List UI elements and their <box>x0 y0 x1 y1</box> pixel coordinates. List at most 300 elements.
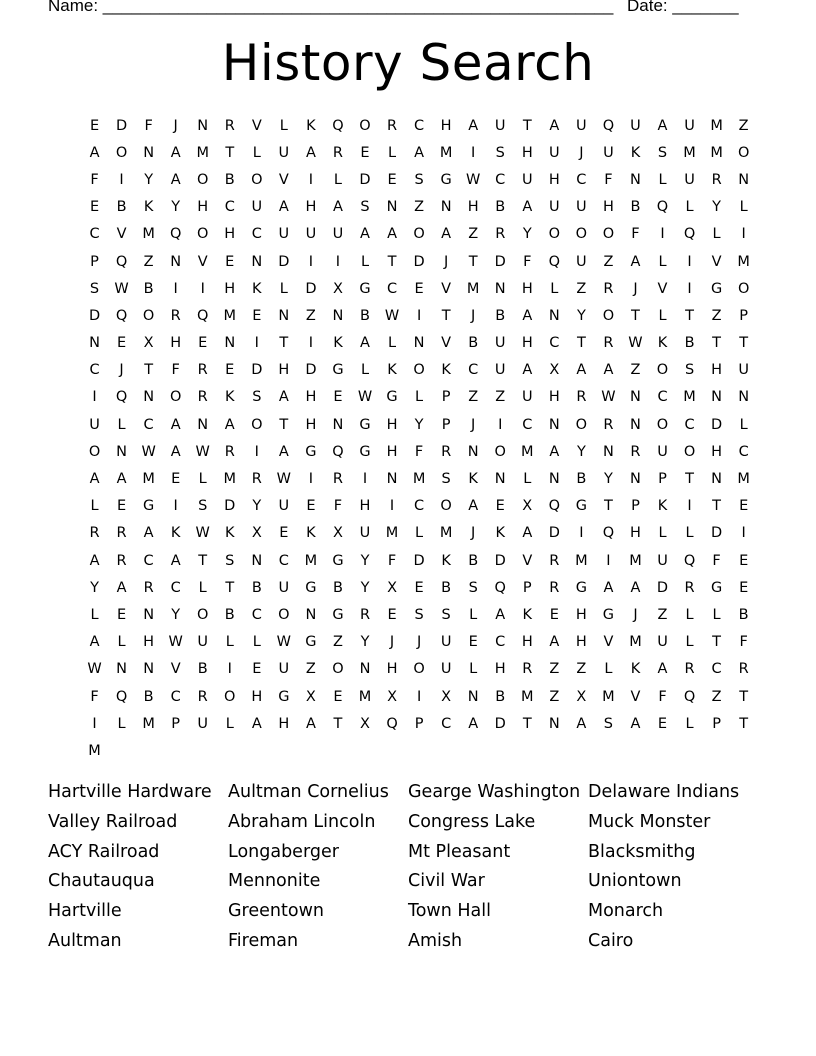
grid-letter[interactable]: P <box>441 389 451 406</box>
grid-letter[interactable]: Q <box>602 525 615 542</box>
grid-letter[interactable]: C <box>414 117 425 134</box>
grid-letter[interactable]: M <box>142 471 155 488</box>
grid-letter[interactable]: L <box>685 715 694 732</box>
grid-letter[interactable]: C <box>89 362 100 379</box>
grid-letter[interactable]: H <box>602 199 614 216</box>
grid-letter[interactable]: N <box>116 443 127 460</box>
grid-letter[interactable]: P <box>712 715 721 732</box>
grid-letter[interactable]: A <box>414 144 425 161</box>
grid-letter[interactable]: C <box>386 280 398 297</box>
grid-letter[interactable]: R <box>603 335 614 352</box>
grid-letter[interactable]: J <box>471 525 476 542</box>
grid-letter[interactable]: D <box>494 253 506 270</box>
grid-letter[interactable]: X <box>332 525 343 542</box>
grid-letter[interactable]: O <box>197 606 209 623</box>
grid-letter[interactable]: G <box>710 280 723 297</box>
grid-letter[interactable]: R <box>116 525 127 542</box>
grid-letter[interactable]: O <box>359 117 371 134</box>
grid-letter[interactable]: U <box>521 171 533 188</box>
grid-letter[interactable]: O <box>278 606 290 623</box>
grid-letter[interactable]: L <box>225 715 234 732</box>
grid-letter[interactable]: Q <box>683 226 696 243</box>
grid-letter[interactable]: N <box>386 471 398 488</box>
grid-letter[interactable]: H <box>711 443 723 460</box>
grid-letter[interactable]: D <box>359 171 371 188</box>
grid-letter[interactable]: B <box>468 552 479 569</box>
grid-letter[interactable]: N <box>630 416 641 433</box>
grid-letter[interactable]: O <box>413 226 425 243</box>
grid-letter[interactable]: H <box>548 171 560 188</box>
grid-letter[interactable]: T <box>522 117 532 134</box>
grid-letter[interactable]: R <box>549 552 560 569</box>
grid-letter[interactable]: T <box>603 498 613 515</box>
grid-letter[interactable]: V <box>441 335 452 352</box>
grid-letter[interactable]: F <box>631 226 640 243</box>
grid-letter[interactable]: D <box>305 280 317 297</box>
grid-letter[interactable]: A <box>278 199 289 216</box>
grid-letter[interactable]: A <box>657 117 668 134</box>
grid-letter[interactable]: N <box>386 199 398 216</box>
grid-letter[interactable]: B <box>332 579 343 596</box>
grid-letter[interactable]: C <box>143 552 154 569</box>
grid-letter[interactable]: A <box>116 471 127 488</box>
grid-letter[interactable]: N <box>143 144 155 161</box>
grid-letter[interactable]: B <box>495 199 506 216</box>
grid-letter[interactable]: M <box>196 144 209 161</box>
grid-letter[interactable]: A <box>657 661 668 678</box>
grid-letter[interactable]: M <box>521 688 534 705</box>
grid-letter[interactable]: W <box>276 471 292 488</box>
grid-letter[interactable]: D <box>115 117 128 134</box>
grid-letter[interactable]: A <box>224 416 235 433</box>
grid-letter[interactable]: D <box>494 715 506 732</box>
grid-letter[interactable]: J <box>119 362 124 379</box>
grid-letter[interactable]: A <box>89 144 100 161</box>
grid-letter[interactable]: N <box>197 117 209 134</box>
grid-letter[interactable]: O <box>413 661 425 678</box>
grid-letter[interactable]: R <box>143 579 154 596</box>
grid-letter[interactable]: N <box>116 661 127 678</box>
grid-letter[interactable]: Q <box>602 117 615 134</box>
grid-letter[interactable]: L <box>415 525 424 542</box>
grid-letter[interactable]: F <box>414 443 424 460</box>
grid-letter[interactable]: V <box>278 171 289 188</box>
grid-letter[interactable]: M <box>223 307 237 324</box>
grid-letter[interactable]: U <box>549 199 560 216</box>
grid-letter[interactable]: O <box>737 144 750 161</box>
grid-letter[interactable]: L <box>252 634 261 651</box>
grid-letter[interactable]: W <box>87 661 102 678</box>
grid-letter[interactable]: L <box>360 253 370 270</box>
grid-letter[interactable]: T <box>576 335 586 352</box>
grid-letter[interactable]: A <box>522 525 533 542</box>
grid-letter[interactable]: I <box>389 498 395 515</box>
grid-letter[interactable]: Y <box>360 552 370 569</box>
grid-letter[interactable]: L <box>90 606 99 623</box>
grid-letter[interactable]: L <box>685 634 694 651</box>
grid-letter[interactable]: P <box>739 307 749 324</box>
grid-letter[interactable]: E <box>279 525 289 542</box>
grid-letter[interactable]: J <box>633 280 638 297</box>
grid-letter[interactable]: Z <box>549 661 560 678</box>
grid-letter[interactable]: Z <box>414 199 425 216</box>
grid-letter[interactable]: V <box>657 280 668 297</box>
grid-letter[interactable]: E <box>387 171 397 188</box>
grid-letter[interactable]: D <box>548 525 560 542</box>
grid-letter[interactable]: W <box>357 389 373 406</box>
grid-letter[interactable]: U <box>630 117 641 134</box>
grid-letter[interactable]: L <box>415 389 424 406</box>
grid-letter[interactable]: O <box>169 389 182 406</box>
grid-letter[interactable]: D <box>413 253 425 270</box>
grid-letter[interactable]: M <box>304 552 318 569</box>
grid-letter[interactable]: I <box>498 416 503 433</box>
grid-letter[interactable]: N <box>494 280 506 297</box>
grid-letter[interactable]: F <box>171 362 180 379</box>
grid-letter[interactable]: Q <box>548 253 561 270</box>
grid-letter[interactable]: M <box>575 552 588 569</box>
grid-letter[interactable]: O <box>142 307 155 324</box>
grid-letter[interactable]: T <box>198 552 208 569</box>
grid-letter[interactable]: U <box>494 117 506 134</box>
grid-letter[interactable]: M <box>385 525 399 542</box>
grid-letter[interactable]: R <box>711 171 722 188</box>
grid-letter[interactable]: U <box>278 661 290 678</box>
grid-letter[interactable]: W <box>141 443 156 460</box>
grid-letter[interactable]: G <box>386 389 398 406</box>
grid-letter[interactable]: L <box>685 525 694 542</box>
grid-letter[interactable]: R <box>224 443 235 460</box>
grid-letter[interactable]: J <box>471 307 476 324</box>
grid-letter[interactable]: A <box>522 199 533 216</box>
grid-letter[interactable]: B <box>441 579 452 596</box>
grid-letter[interactable]: C <box>441 715 452 732</box>
grid-letter[interactable]: G <box>305 579 317 596</box>
grid-letter[interactable]: H <box>521 634 533 651</box>
grid-letter[interactable]: A <box>89 634 100 651</box>
grid-letter[interactable]: N <box>89 335 100 352</box>
grid-letter[interactable]: U <box>89 416 100 433</box>
grid-letter[interactable]: A <box>522 307 533 324</box>
grid-letter[interactable]: M <box>142 226 155 243</box>
grid-letter[interactable]: M <box>629 552 642 569</box>
grid-letter[interactable]: G <box>710 579 723 596</box>
grid-letter[interactable]: H <box>494 661 506 678</box>
grid-letter[interactable]: U <box>576 199 587 216</box>
grid-letter[interactable]: U <box>657 443 668 460</box>
grid-letter[interactable]: M <box>142 715 155 732</box>
grid-letter[interactable]: H <box>170 335 182 352</box>
grid-letter[interactable]: R <box>738 661 749 678</box>
grid-letter[interactable]: U <box>494 362 506 379</box>
grid-letter[interactable]: N <box>359 661 371 678</box>
grid-letter[interactable]: E <box>414 579 424 596</box>
grid-letter[interactable]: E <box>414 280 424 297</box>
grid-letter[interactable]: A <box>360 335 370 352</box>
grid-letter[interactable]: Z <box>657 606 668 623</box>
grid-letter[interactable]: R <box>684 661 695 678</box>
grid-letter[interactable]: M <box>521 443 534 460</box>
grid-letter[interactable]: T <box>712 335 722 352</box>
grid-letter[interactable]: G <box>440 171 452 188</box>
grid-letter[interactable]: N <box>332 307 344 324</box>
grid-letter[interactable]: M <box>223 471 237 488</box>
grid-letter[interactable]: A <box>170 443 181 460</box>
grid-letter[interactable]: R <box>197 688 208 705</box>
grid-letter[interactable]: T <box>333 715 343 732</box>
grid-letter[interactable]: W <box>195 525 210 542</box>
grid-letter[interactable]: T <box>739 335 749 352</box>
grid-letter[interactable]: H <box>305 416 317 433</box>
grid-letter[interactable]: L <box>550 280 559 297</box>
grid-letter[interactable]: N <box>224 335 236 352</box>
grid-letter[interactable]: V <box>630 688 641 705</box>
grid-letter[interactable]: A <box>332 199 343 216</box>
grid-letter[interactable]: L <box>469 606 478 623</box>
grid-letter[interactable]: N <box>630 389 641 406</box>
grid-letter[interactable]: U <box>359 525 371 542</box>
grid-letter[interactable]: J <box>443 253 449 270</box>
grid-letter[interactable]: Q <box>115 253 128 270</box>
grid-letter[interactable]: N <box>738 171 750 188</box>
grid-letter[interactable]: R <box>89 525 100 542</box>
grid-letter[interactable]: N <box>548 307 560 324</box>
grid-letter[interactable]: S <box>468 579 478 596</box>
grid-letter[interactable]: E <box>225 253 235 270</box>
grid-letter[interactable]: O <box>115 144 128 161</box>
grid-letter[interactable]: H <box>197 199 209 216</box>
grid-letter[interactable]: W <box>276 634 292 651</box>
grid-letter[interactable]: J <box>579 144 584 161</box>
grid-letter[interactable]: A <box>630 715 641 732</box>
grid-letter[interactable]: L <box>712 226 721 243</box>
grid-letter[interactable]: B <box>684 335 695 352</box>
grid-letter[interactable]: D <box>711 416 723 433</box>
grid-letter[interactable]: L <box>225 634 234 651</box>
grid-letter[interactable]: V <box>197 253 208 270</box>
grid-letter[interactable]: I <box>173 280 178 297</box>
grid-letter[interactable]: A <box>549 117 560 134</box>
grid-letter[interactable]: C <box>495 171 506 188</box>
grid-letter[interactable]: R <box>603 280 614 297</box>
grid-letter[interactable]: I <box>687 498 692 515</box>
grid-letter[interactable]: H <box>386 416 398 433</box>
grid-letter[interactable]: S <box>495 144 505 161</box>
grid-letter[interactable]: A <box>576 362 587 379</box>
grid-letter[interactable]: H <box>386 443 398 460</box>
grid-letter[interactable]: N <box>602 443 614 460</box>
grid-letter[interactable]: M <box>439 144 453 161</box>
grid-letter[interactable]: W <box>195 443 210 460</box>
grid-letter[interactable]: N <box>251 253 263 270</box>
grid-letter[interactable]: E <box>739 498 749 515</box>
grid-letter[interactable]: Y <box>603 471 613 488</box>
grid-letter[interactable]: D <box>656 579 669 596</box>
grid-letter[interactable]: M <box>602 688 615 705</box>
grid-letter[interactable]: M <box>629 634 642 651</box>
grid-letter[interactable]: M <box>439 525 453 542</box>
grid-letter[interactable]: V <box>711 253 722 270</box>
grid-letter[interactable]: G <box>305 634 317 651</box>
grid-letter[interactable]: O <box>440 498 452 515</box>
grid-letter[interactable]: A <box>170 552 181 569</box>
grid-letter[interactable]: U <box>278 144 290 161</box>
grid-letter[interactable]: H <box>251 688 263 705</box>
grid-letter[interactable]: N <box>413 335 425 352</box>
grid-letter[interactable]: H <box>575 634 587 651</box>
grid-letter[interactable]: D <box>305 362 317 379</box>
grid-letter[interactable]: V <box>170 661 181 678</box>
grid-letter[interactable]: U <box>684 171 695 188</box>
grid-letter[interactable]: E <box>739 552 749 569</box>
grid-letter[interactable]: C <box>657 389 668 406</box>
grid-letter[interactable]: T <box>225 579 235 596</box>
grid-letter[interactable]: I <box>173 498 178 515</box>
grid-letter[interactable]: H <box>278 715 290 732</box>
grid-letter[interactable]: C <box>143 416 154 433</box>
grid-letter[interactable]: K <box>630 144 641 161</box>
grid-letter[interactable]: I <box>92 389 97 406</box>
grid-letter[interactable]: L <box>685 606 694 623</box>
grid-letter[interactable]: S <box>657 144 668 161</box>
grid-letter[interactable]: O <box>656 362 669 379</box>
grid-letter[interactable]: Z <box>549 688 560 705</box>
grid-letter[interactable]: A <box>468 715 479 732</box>
grid-letter[interactable]: Z <box>738 117 749 134</box>
grid-letter[interactable]: Q <box>115 389 128 406</box>
grid-letter[interactable]: A <box>170 144 181 161</box>
grid-letter[interactable]: T <box>441 307 451 324</box>
grid-letter[interactable]: H <box>305 199 317 216</box>
grid-letter[interactable]: O <box>575 226 588 243</box>
grid-letter[interactable]: L <box>712 606 721 623</box>
grid-letter[interactable]: U <box>494 335 506 352</box>
grid-letter[interactable]: U <box>657 552 668 569</box>
grid-letter[interactable]: K <box>170 525 181 542</box>
grid-letter[interactable]: N <box>548 416 560 433</box>
grid-letter[interactable]: Z <box>495 389 506 406</box>
grid-letter[interactable]: K <box>306 117 316 134</box>
grid-letter[interactable]: T <box>712 634 722 651</box>
grid-letter[interactable]: X <box>360 715 370 732</box>
grid-letter[interactable]: L <box>252 144 261 161</box>
grid-letter[interactable]: R <box>224 117 235 134</box>
grid-letter[interactable]: C <box>522 416 533 433</box>
grid-letter[interactable]: Q <box>115 307 128 324</box>
grid-letter[interactable]: K <box>387 362 397 379</box>
grid-letter[interactable]: F <box>90 171 99 188</box>
grid-letter[interactable]: R <box>251 471 262 488</box>
grid-letter[interactable]: A <box>89 471 100 488</box>
grid-letter[interactable]: F <box>712 552 721 569</box>
grid-letter[interactable]: B <box>251 579 262 596</box>
grid-letter[interactable]: Z <box>603 253 614 270</box>
grid-letter[interactable]: U <box>549 144 560 161</box>
grid-letter[interactable]: T <box>144 362 154 379</box>
grid-letter[interactable]: C <box>495 634 506 651</box>
grid-letter[interactable]: K <box>225 525 235 542</box>
grid-letter[interactable]: Q <box>386 715 398 732</box>
grid-letter[interactable]: L <box>279 280 288 297</box>
grid-letter[interactable]: A <box>170 416 181 433</box>
grid-letter[interactable]: E <box>89 199 100 216</box>
grid-letter[interactable]: H <box>521 280 533 297</box>
grid-letter[interactable]: T <box>712 498 722 515</box>
grid-letter[interactable]: J <box>633 606 638 623</box>
grid-letter[interactable]: O <box>197 226 209 243</box>
grid-letter[interactable]: M <box>683 389 696 406</box>
grid-letter[interactable]: A <box>387 226 397 243</box>
grid-letter[interactable]: R <box>441 443 452 460</box>
grid-letter[interactable]: C <box>711 661 722 678</box>
grid-letter[interactable]: X <box>387 579 397 596</box>
grid-letter[interactable]: K <box>522 606 533 623</box>
grid-letter[interactable]: B <box>143 280 154 297</box>
grid-letter[interactable]: O <box>737 280 750 297</box>
date-field-label[interactable]: Date: _______ <box>627 0 739 15</box>
grid-letter[interactable]: G <box>305 443 317 460</box>
grid-letter[interactable]: M <box>710 117 723 134</box>
grid-letter[interactable]: T <box>739 715 749 732</box>
grid-letter[interactable]: K <box>225 389 235 406</box>
grid-letter[interactable]: U <box>738 362 749 379</box>
grid-letter[interactable]: C <box>278 552 289 569</box>
grid-letter[interactable]: I <box>606 552 611 569</box>
grid-letter[interactable]: N <box>197 416 209 433</box>
grid-letter[interactable]: O <box>251 171 263 188</box>
grid-letter[interactable]: A <box>468 117 479 134</box>
grid-letter[interactable]: Y <box>522 226 532 243</box>
grid-letter[interactable]: B <box>495 307 506 324</box>
grid-letter[interactable]: F <box>739 634 748 651</box>
grid-letter[interactable]: K <box>252 280 262 297</box>
grid-letter[interactable]: T <box>685 471 694 488</box>
grid-letter[interactable]: A <box>495 606 506 623</box>
grid-letter[interactable]: B <box>143 688 154 705</box>
grid-letter[interactable]: A <box>549 634 560 651</box>
grid-letter[interactable]: W <box>168 634 183 651</box>
grid-letter[interactable]: E <box>468 634 478 651</box>
grid-letter[interactable]: C <box>251 226 262 243</box>
grid-letter[interactable]: T <box>279 335 289 352</box>
grid-letter[interactable]: Y <box>360 579 370 596</box>
grid-letter[interactable]: A <box>89 552 100 569</box>
grid-letter[interactable]: B <box>495 688 506 705</box>
grid-letter[interactable]: P <box>522 579 532 596</box>
grid-letter[interactable]: O <box>548 226 561 243</box>
grid-letter[interactable]: Y <box>414 416 424 433</box>
grid-letter[interactable]: I <box>741 525 746 542</box>
grid-letter[interactable]: R <box>684 579 695 596</box>
grid-letter[interactable]: K <box>441 362 451 379</box>
grid-letter[interactable]: Y <box>360 634 370 651</box>
grid-letter[interactable]: W <box>628 335 643 352</box>
grid-letter[interactable]: Y <box>576 307 586 324</box>
grid-letter[interactable]: C <box>576 171 587 188</box>
grid-letter[interactable]: L <box>90 498 99 515</box>
grid-letter[interactable]: X <box>251 525 262 542</box>
grid-letter[interactable]: K <box>657 335 668 352</box>
grid-letter[interactable]: U <box>197 715 209 732</box>
grid-letter[interactable]: V <box>251 117 262 134</box>
grid-letter[interactable]: H <box>143 634 155 651</box>
grid-letter[interactable]: R <box>630 443 641 460</box>
grid-letter[interactable]: A <box>522 362 533 379</box>
grid-letter[interactable]: U <box>521 389 533 406</box>
grid-letter[interactable]: P <box>414 715 424 732</box>
grid-letter[interactable]: Q <box>115 688 128 705</box>
grid-letter[interactable]: I <box>362 471 368 488</box>
